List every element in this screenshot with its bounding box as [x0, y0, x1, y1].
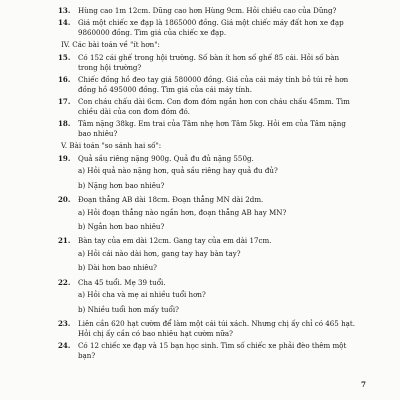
problem-text: Giá một chiếc xe đạp là 1865000 đồng. Giá một chiếc máy đất hơn xe đạp 9860000 đồng. Tìm giá của chiếc xe đạp. — [78, 18, 344, 37]
problem-text: Tâm nặng 38kg. Em trai của Tâm nhẹ hơn Tâm 5kg. Hỏi em của Tâm nặng bao nhiêu? — [78, 119, 346, 138]
sub-question: b) Ngắn hơn bao nhiêu? — [78, 222, 165, 231]
problem-item — [58, 6, 358, 16]
problem-item — [58, 195, 358, 205]
page-content — [58, 6, 358, 363]
problem-number: 18. — [58, 119, 71, 128]
sub-question: b) Nhiều tuổi hơn mấy tuổi? — [78, 304, 179, 314]
problem-text: Liên cần 620 hạt cườm để làm một cái túi xách. Nhưng chị ấy chỉ có 465 hạt. Hỏi chị ấy cần có bao nhiêu hạt cườm nữa? — [78, 318, 355, 338]
problem-item — [58, 341, 358, 360]
sub-question: b) Nặng hơn bao nhiêu? — [78, 180, 165, 190]
sub-question: b) Dài hơn bao nhiêu? — [78, 263, 157, 273]
page-number: 7 — [360, 380, 366, 389]
problem-number: 22. — [58, 277, 71, 287]
problem-number: 16. — [58, 75, 71, 84]
problem-text: Có 152 cái ghế trong hội trường. Số bàn ít hơn số ghế 85 cái. Hỏi số bàn trong hội trường? — [78, 53, 340, 72]
problem-item — [58, 75, 358, 94]
sub-question: a) Hỏi đoạn thẳng nào ngắn hơn, đoạn thẳng AB hay MN? — [78, 207, 287, 217]
problem-number: 19. — [58, 153, 71, 163]
problem-item — [58, 319, 358, 338]
problem-number: 15. — [58, 53, 71, 62]
sub-question: a) Hỏi quả nào nặng hơn, quả sầu riêng hay quả đu đủ? — [78, 166, 278, 176]
problem-item — [58, 278, 358, 288]
problem-number: 20. — [58, 195, 71, 204]
problem-item — [58, 236, 358, 246]
problem-text: Đoạn thẳng AB dài 18cm. Đoạn thẳng MN dài 2dm. — [78, 195, 264, 204]
problem-text: Chiếc đồng hồ đeo tay giá 580000 đồng. Giá của cái máy tính bỏ túi rẻ hơn đồng hồ 495000 đồng. Tìm giá của cái máy tính. — [78, 75, 349, 94]
sub-question: a) Hỏi cái nào dài hơn, gang tay hay bàn tay? — [78, 249, 241, 258]
section-heading: V. Bài toán "so sánh hai số": — [61, 141, 162, 150]
problem-item — [58, 97, 358, 116]
problem-item — [58, 53, 358, 72]
problem-text: Con cháu chấu dài 6cm. Con đom đóm ngắn hơn con cháu chấu 45mm. Tìm chiều dài của con đom đóm đó. — [78, 97, 350, 116]
sub-question: a) Hỏi cha và mẹ ai nhiều tuổi hơn? — [78, 290, 206, 300]
problem-number: 24. — [58, 340, 71, 350]
problem-number: 13. — [58, 6, 71, 15]
problem-number: 21. — [58, 236, 71, 246]
problem-text: Có 12 chiếc xe đạp và 15 bạn học sinh. Tìm số chiếc xe phải đèo thêm một bạn? — [78, 340, 347, 360]
problem-text: Hùng cao 1m 12cm. Dũng cao hơn Hùng 9cm. Hỏi chiều cao của Dũng? — [78, 6, 337, 15]
section-heading: IV. Các bài toán về "ít hơn": — [61, 40, 160, 50]
problem-item — [58, 154, 358, 164]
problem-item — [58, 18, 358, 37]
problem-number: 17. — [58, 97, 71, 106]
problem-text: Bàn tay của em dài 12cm. Gang tay của em dài 17cm. — [78, 236, 272, 246]
problem-number: 14. — [58, 18, 71, 28]
problem-item — [58, 119, 358, 138]
problem-text: Quả sầu riêng nặng 900g. Quả đu đủ nặng 550g. — [78, 153, 254, 163]
problem-number: 23. — [58, 318, 71, 328]
problem-text: Cha 45 tuổi. Mẹ 39 tuổi. — [78, 277, 166, 287]
